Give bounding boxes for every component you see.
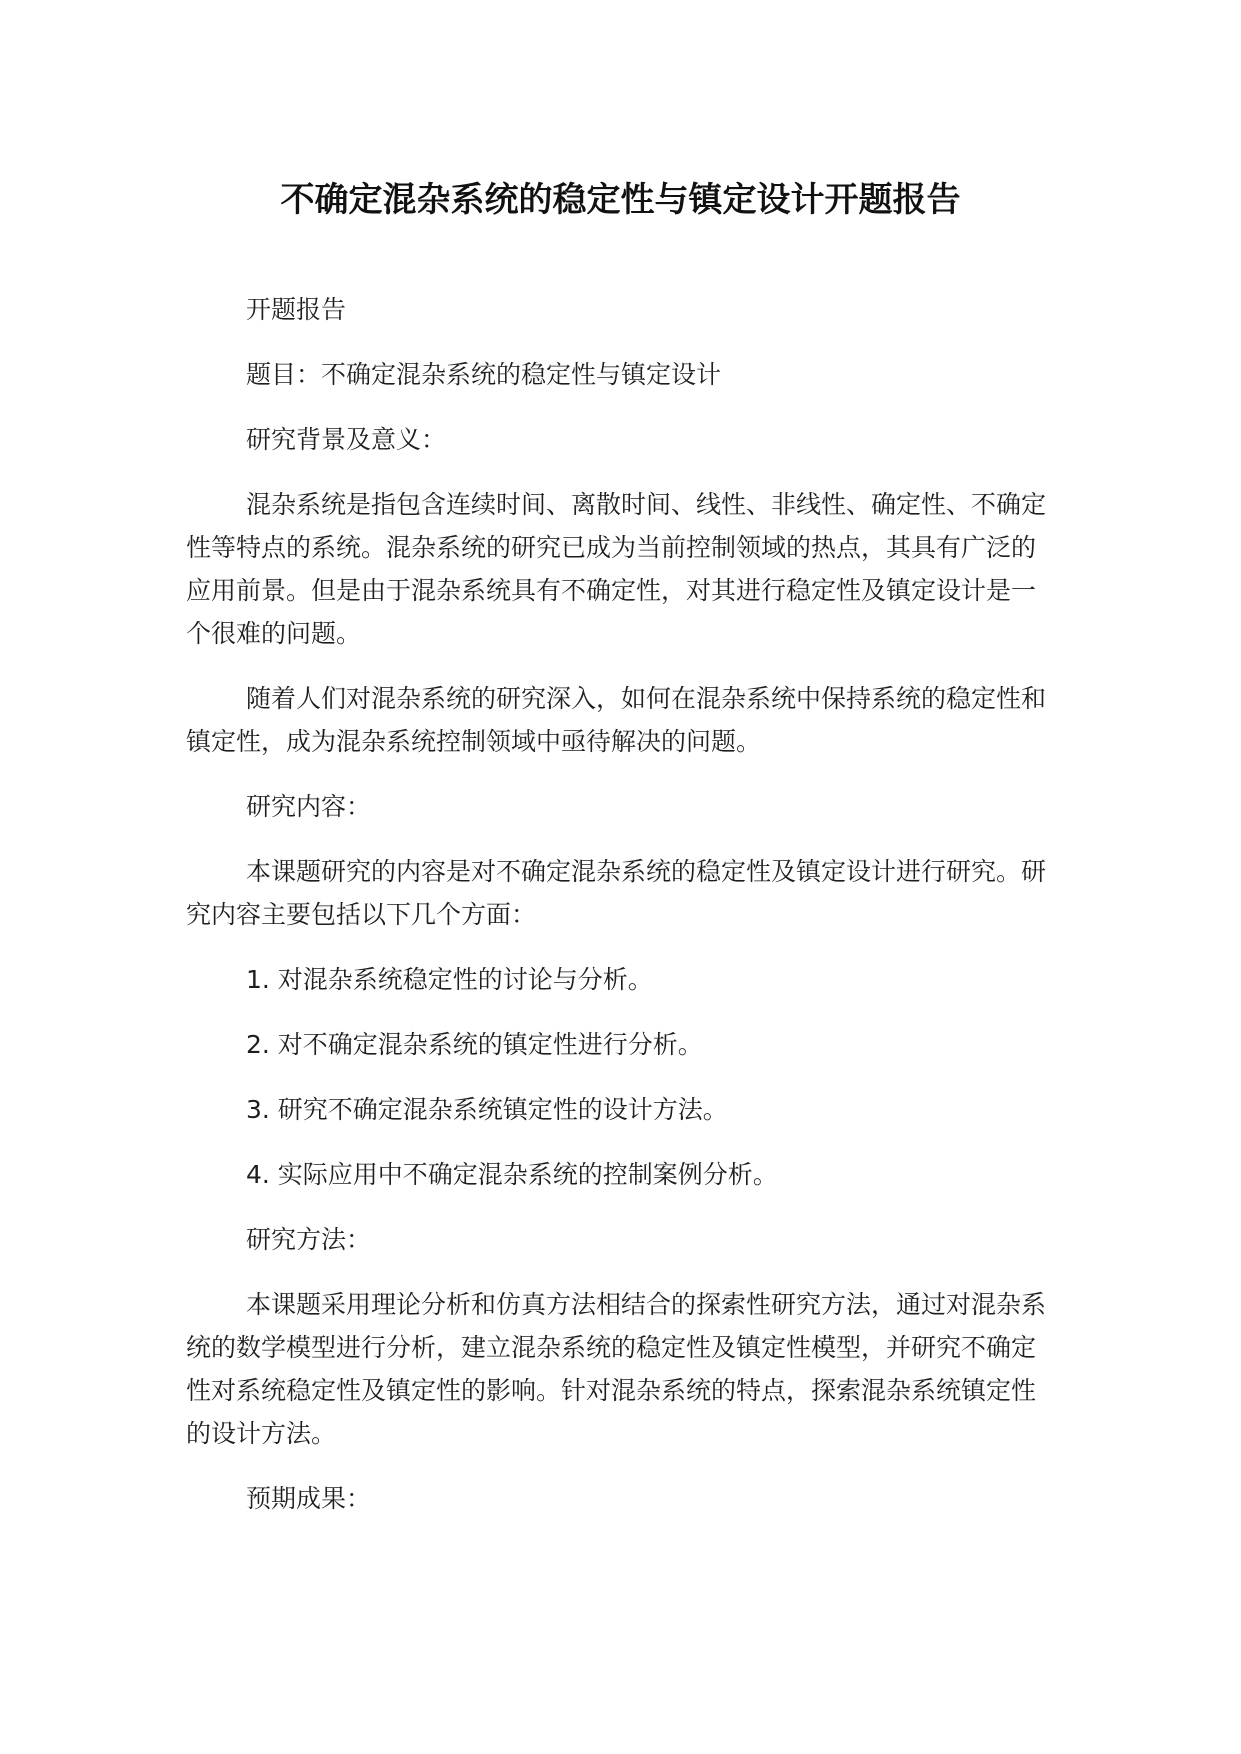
list-item: 2. 对不确定混杂系统的镇定性进行分析。: [246, 1030, 703, 1059]
results-heading: 预期成果：: [246, 1484, 372, 1513]
section-heading: 开题报告: [246, 295, 347, 324]
topic-line: 题目：不确定混杂系统的稳定性与镇定设计: [246, 360, 722, 389]
list-item: 3. 研究不确定混杂系统镇定性的设计方法。: [246, 1095, 728, 1124]
document-body: [186, 288, 1054, 1542]
list-item: 1. 对混杂系统稳定性的讨论与分析。: [246, 965, 653, 994]
method-paragraph: 本课题采用理论分析和仿真方法相结合的探索性研究方法，通过对混杂系统的数学模型进行分析，建立混杂系统的稳定性及镇定性模型，并研究不确定性对系统稳定性及镇定性的影响。针对混杂系统的特点，探索混杂系统镇定性的设计方法。: [186, 1290, 1047, 1448]
background-paragraph-1: 混杂系统是指包含连续时间、离散时间、线性、非线性、确定性、不确定性等特点的系统。混杂系统的研究已成为当前控制领域的热点，其具有广泛的应用前景。但是由于混杂系统具有不确定性，对其进行稳定性及镇定设计是一个很难的问题。: [186, 490, 1047, 648]
content-heading: 研究内容：: [246, 792, 372, 821]
list-item: 4. 实际应用中不确定混杂系统的控制案例分析。: [246, 1160, 778, 1189]
method-heading: 研究方法：: [246, 1225, 372, 1254]
background-heading: 研究背景及意义：: [246, 425, 447, 454]
content-paragraph: 本课题研究的内容是对不确定混杂系统的稳定性及镇定设计进行研究。研究内容主要包括以下几个方面：: [186, 857, 1047, 929]
background-paragraph-2: 随着人们对混杂系统的研究深入，如何在混杂系统中保持系统的稳定性和镇定性，成为混杂系统控制领域中亟待解决的问题。: [186, 684, 1047, 756]
document-title: 不确定混杂系统的稳定性与镇定设计开题报告: [280, 180, 961, 220]
